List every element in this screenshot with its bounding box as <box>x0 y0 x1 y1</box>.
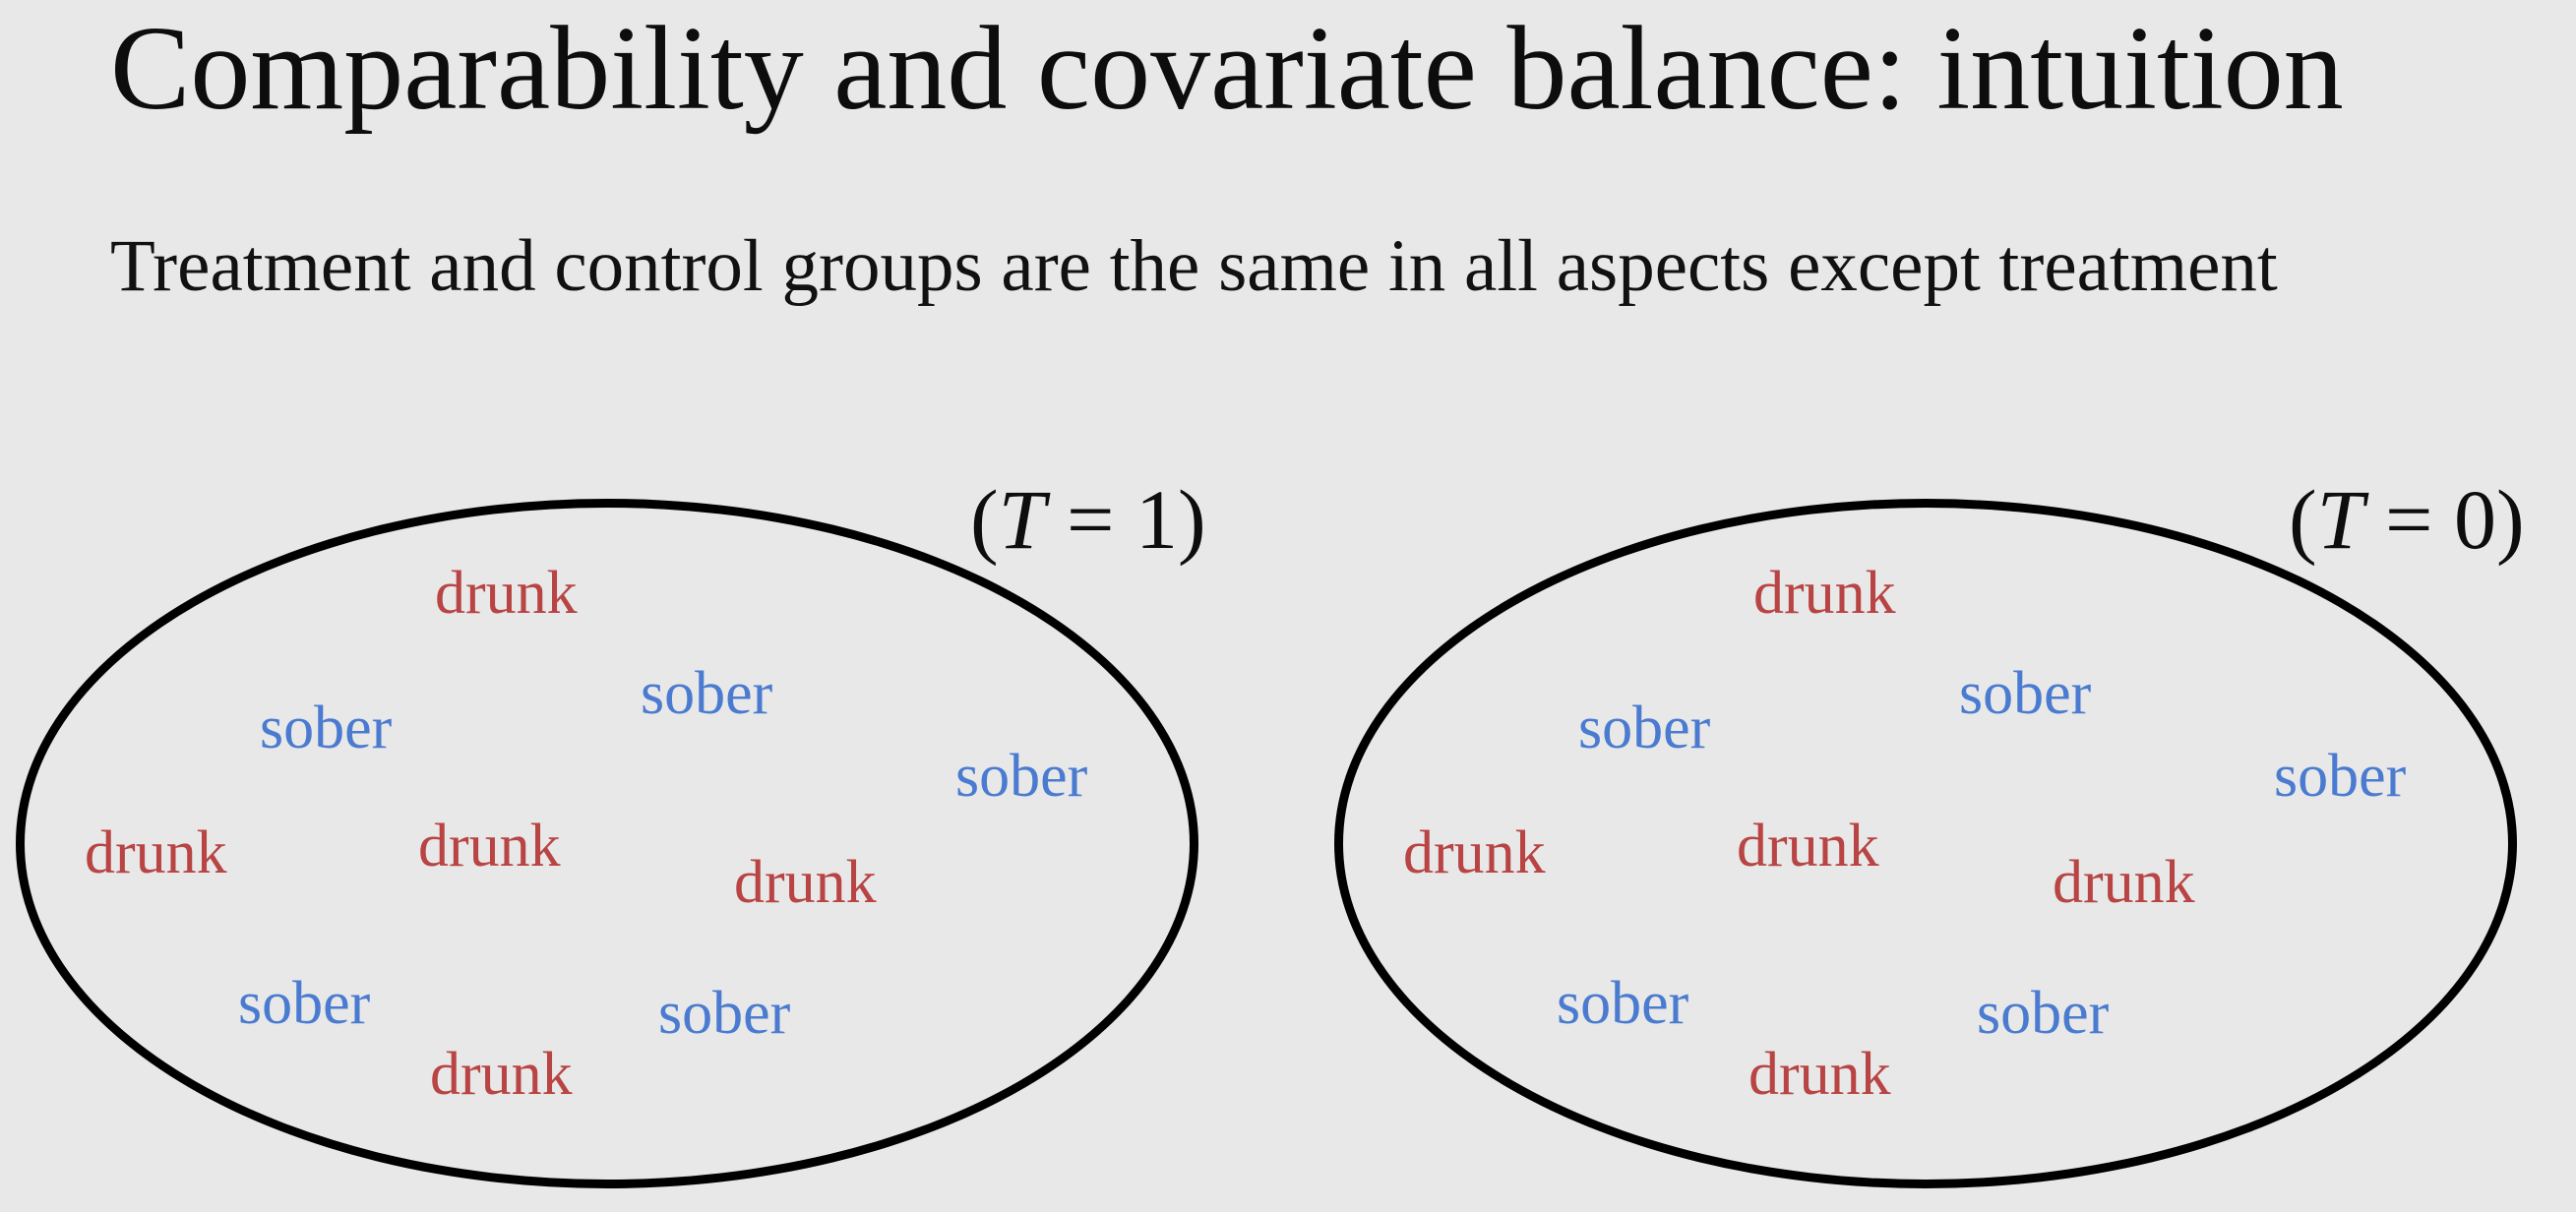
unit-drunk: drunk <box>418 813 561 879</box>
label-variable: T <box>998 472 1046 567</box>
unit-sober: sober <box>260 695 393 761</box>
unit-drunk: drunk <box>435 560 578 627</box>
slide-subtitle: Treatment and control groups are the same in all aspects except treatment <box>110 225 2278 307</box>
label-open-paren: ( <box>2289 472 2317 567</box>
unit-drunk: drunk <box>1737 813 1879 879</box>
unit-drunk: drunk <box>1403 819 1546 886</box>
unit-sober: sober <box>1977 980 2110 1047</box>
label-value: = 0) <box>2363 472 2525 567</box>
unit-sober: sober <box>955 743 1088 810</box>
unit-sober: sober <box>658 980 791 1047</box>
label-value: = 1) <box>1045 472 1206 567</box>
unit-sober: sober <box>1557 970 1689 1037</box>
unit-drunk: drunk <box>734 849 877 916</box>
unit-drunk: drunk <box>1753 560 1896 627</box>
treatment-group-label <box>970 470 1206 569</box>
unit-drunk: drunk <box>85 819 227 886</box>
unit-drunk: drunk <box>430 1041 573 1108</box>
unit-drunk: drunk <box>2053 849 2195 916</box>
unit-sober: sober <box>2274 743 2407 810</box>
label-variable: T <box>2316 472 2364 567</box>
slide-title: Comparability and covariate balance: intuition <box>110 2 2344 135</box>
unit-sober: sober <box>1578 695 1711 761</box>
label-open-paren: ( <box>970 472 999 567</box>
control-group-label <box>2289 470 2525 569</box>
unit-sober: sober <box>1959 660 2092 727</box>
unit-drunk: drunk <box>1748 1041 1891 1108</box>
unit-sober: sober <box>641 660 773 727</box>
unit-sober: sober <box>238 970 371 1037</box>
